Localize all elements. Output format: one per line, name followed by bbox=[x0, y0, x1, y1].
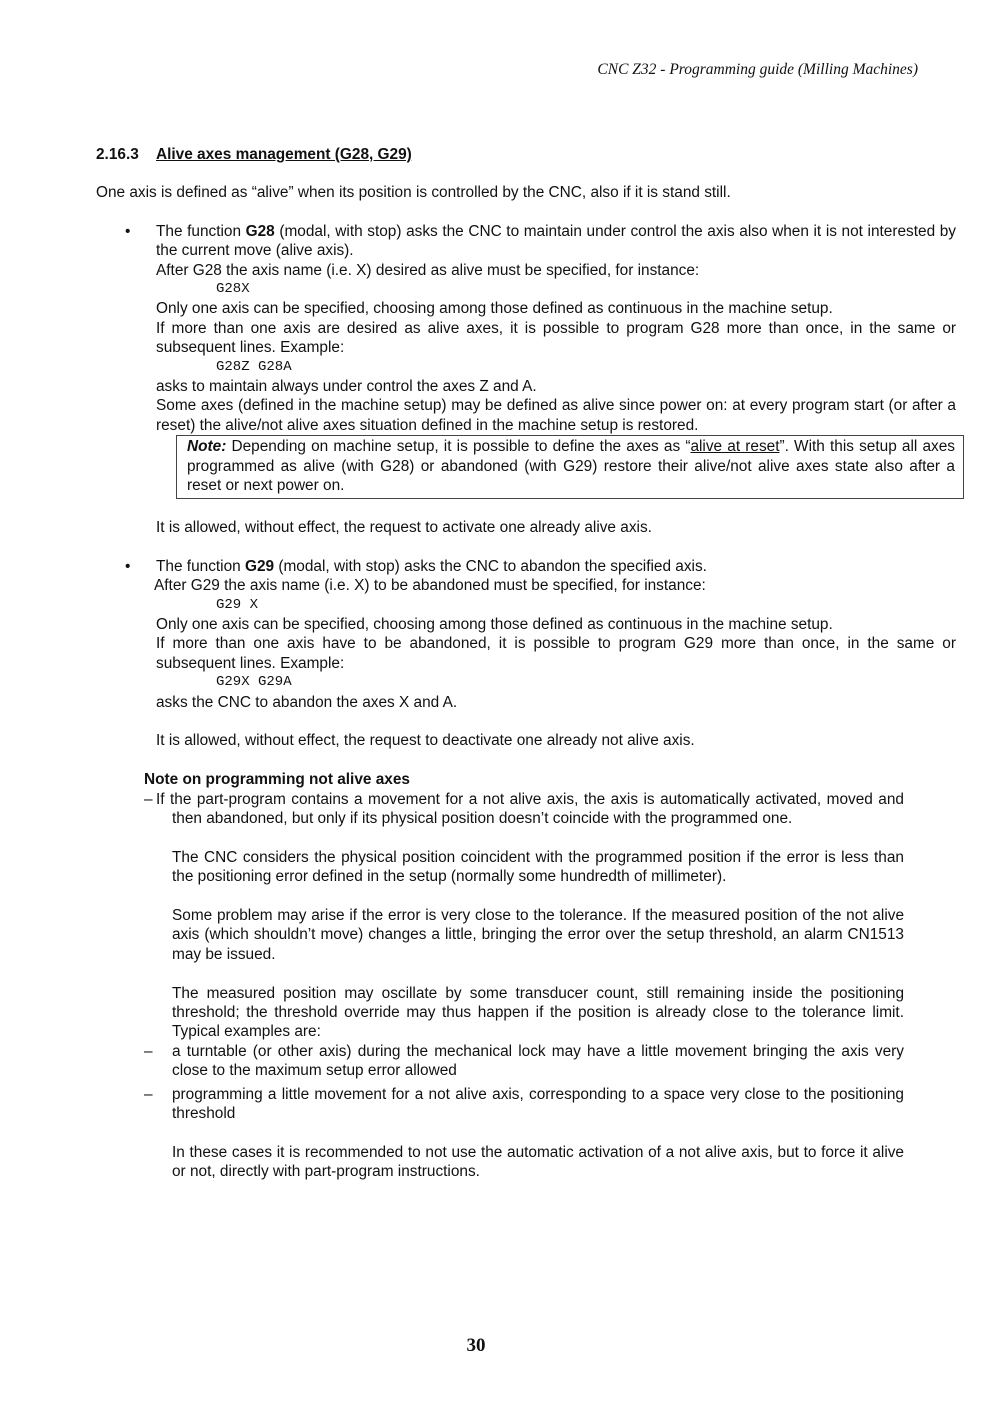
intro-paragraph: One axis is defined as “alive” when its position is controlled by the CNC, also if it is stand still. bbox=[96, 184, 731, 202]
note-text-b: ”. With this setup all axes programmed as alive (with G28) or abandoned (with G29) restore their alive/not alive axes state also after a reset or next power on. bbox=[187, 438, 955, 495]
note-paragraph-1: The CNC considers the physical position coincident with the programmed position if the error is less than the positioning error defined in the setup (normally some hundredth of millimeter). bbox=[172, 848, 904, 886]
bullet-marker: • bbox=[125, 557, 131, 575]
g29-rest: (modal, with stop) asks the CNC to abandon the specified axis. bbox=[274, 557, 707, 575]
g28-line-2: After G28 the axis name (i.e. X) desired as alive must be specified, for instance: bbox=[156, 261, 700, 279]
dash-item-2 bbox=[144, 1042, 904, 1081]
g28-line-3: Only one axis can be specified, choosing among those defined as continuous in the machine setup. bbox=[156, 300, 833, 318]
g29-code: G29 bbox=[244, 557, 275, 575]
g28-code: G28 bbox=[245, 222, 275, 240]
g28-bullet-item bbox=[96, 222, 956, 537]
section-number: 2.16.3 bbox=[96, 146, 139, 163]
dash-marker: – bbox=[144, 1042, 153, 1060]
g28-line-5: asks to maintain always under control the axes Z and A. bbox=[156, 378, 537, 396]
g29-line-5: asks the CNC to abandon the axes X and A. bbox=[156, 693, 458, 711]
dash-marker: – bbox=[144, 790, 153, 808]
dash-item-1-body: If the part-program contains a movement for a not alive axis, the axis is automatically activated, moved and then abandoned, but only if its physical position doesn’t coincide with the programmed one. bbox=[156, 790, 904, 827]
dash-item-1 bbox=[144, 790, 904, 829]
g28-description bbox=[156, 222, 956, 261]
running-header: CNC Z32 - Programming guide (Milling Machines) bbox=[597, 61, 918, 78]
g28-line-7: It is allowed, without effect, the request to activate one already alive axis. bbox=[156, 518, 652, 536]
note-box bbox=[176, 435, 964, 498]
dash-item-3-text: programming a little movement for a not alive axis, corresponding to a space very close to the positioning threshold bbox=[172, 1085, 904, 1122]
g29-line-6: It is allowed, without effect, the request to deactivate one already not alive axis. bbox=[156, 732, 695, 750]
g29-lead: The function bbox=[156, 557, 245, 575]
dash-item-1-text bbox=[156, 790, 904, 829]
note-paragraph-3: The measured position may oscillate by some transducer count, still remaining inside the positioning threshold; the threshold override may thus happen if the position is already close to the tolerance limit. Typical examples are: bbox=[172, 984, 904, 1041]
g28-line-4: If more than one axis are desired as alive axes, it is possible to program G28 more than once, in the same or subsequent lines. Example: bbox=[156, 319, 956, 357]
note-section-title: Note on programming not alive axes bbox=[144, 771, 410, 789]
g29-line-3: Only one axis can be specified, choosing among those defined as continuous in the machine setup. bbox=[156, 615, 833, 633]
g29-description bbox=[156, 557, 956, 576]
bullet-marker: • bbox=[125, 222, 131, 240]
note-label: Note: bbox=[187, 438, 227, 456]
page-content bbox=[96, 145, 956, 1182]
section-heading bbox=[96, 145, 956, 164]
g29-example-2: G29X G29A bbox=[216, 674, 292, 691]
section-title: Alive axes management (G28, G29) bbox=[156, 146, 412, 163]
note-alive-at-reset: alive at reset bbox=[690, 438, 780, 456]
dash-marker: – bbox=[144, 1085, 153, 1103]
dash-item-3 bbox=[144, 1085, 904, 1124]
g29-line-4: If more than one axis have to be abandoned, it is possible to program G29 more than once, in the same or subsequent lines. Example: bbox=[156, 635, 956, 672]
note-text-a: Depending on machine setup, it is possible to define the axes as “ bbox=[226, 438, 691, 456]
g29-bullet-item bbox=[96, 557, 956, 751]
g28-lead: The function bbox=[156, 222, 246, 240]
note-paragraph-2: Some problem may arise if the error is very close to the tolerance. If the measured position of the not alive axis (which shouldn’t move) changes a little, bringing the error over the setup threshold, an alarm CN1513 may be issued. bbox=[172, 906, 904, 963]
g29-line-2: After G29 the axis name (i.e. X) to be abandoned must be specified, for instance: bbox=[154, 577, 706, 595]
g28-example-2: G28Z G28A bbox=[216, 358, 292, 375]
dash-item-2-text: a turntable (or other axis) during the mechanical lock may have a little movement bringing the axis very close to the maximum setup error allowed bbox=[172, 1042, 904, 1080]
g28-example-1: G28X bbox=[216, 281, 250, 298]
g29-example-1: G29 X bbox=[216, 596, 259, 613]
g28-line-6: Some axes (defined in the machine setup) may be defined as alive since power on: at every program start (or after a reset) the alive/not alive axes situation defined in the machine setup is restored. bbox=[156, 397, 956, 434]
g28-rest: (modal, with stop) asks the CNC to maintain under control the axis also when it is not interested by the current move (alive axis). bbox=[156, 222, 956, 260]
note-paragraph-4: In these cases it is recommended to not use the automatic activation of a not alive axis, but to force it alive or not, directly with part-program instructions. bbox=[172, 1143, 904, 1181]
page-number: 30 bbox=[466, 1335, 486, 1356]
note-section bbox=[96, 770, 904, 1181]
